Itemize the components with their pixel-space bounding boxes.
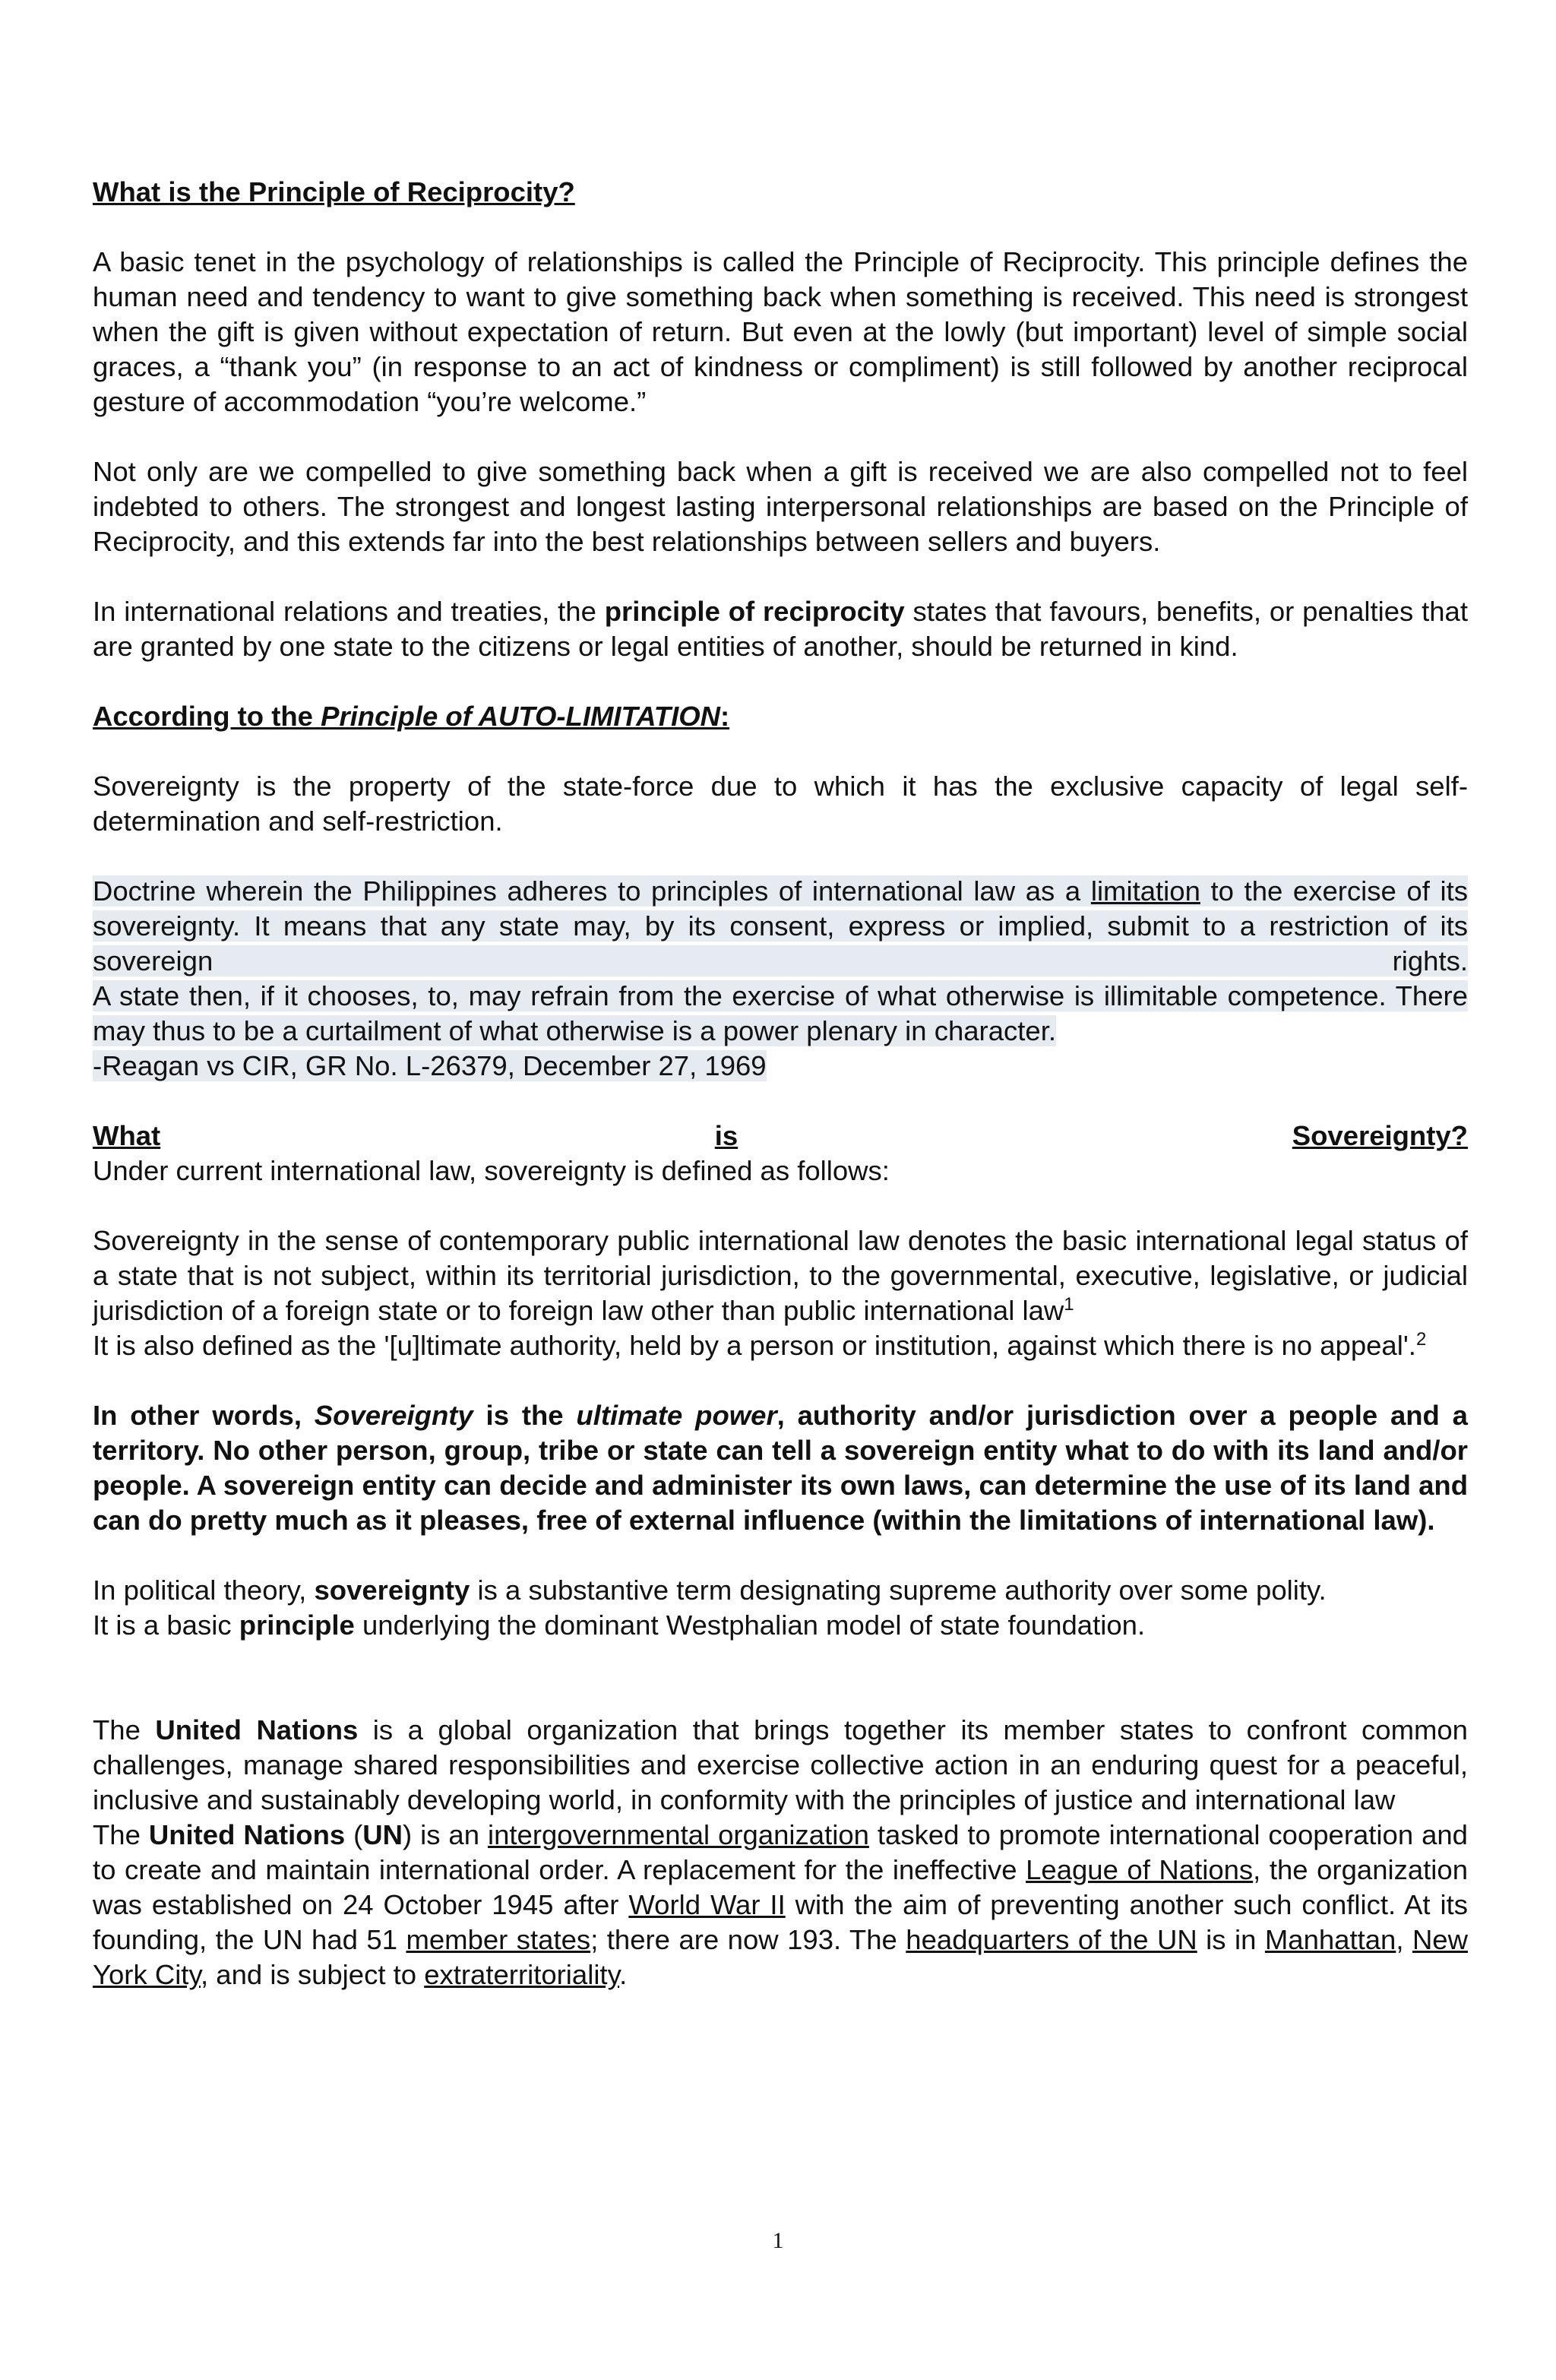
link-league-of-nations[interactable]: League of Nations: [1026, 1854, 1254, 1885]
paragraph-sovereignty-definition: Sovereignty in the sense of contemporary public international law denotes the basic international legal status of a state that is not subject, within its territorial jurisdiction, to the governmental, executive, legislative, or judicial jurisdiction of a foreign state or to foreign law other than public international law$^1$: [93, 1225, 1468, 1326]
link-member-states[interactable]: member states: [406, 1924, 591, 1955]
heading-what-is-sovereignty: What is Sovereignty?: [93, 1120, 1468, 1151]
quote-citation: -Reagan vs CIR, GR No. L-26379, December 27, 1969: [93, 1050, 767, 1081]
footnote-ref-1: 1: [1064, 1293, 1074, 1315]
footnote-ref-2: 2: [1415, 1328, 1427, 1350]
highlighted-quote: [93, 874, 1468, 1084]
paragraph-westphalian: It is a basic principle underlying the dominant Westphalian model of state foundation.: [93, 1609, 1146, 1641]
link-intergovernmental-organization[interactable]: intergovernmental organization: [487, 1819, 869, 1850]
paragraph-political-theory: In political theory, sovereignty is a substantive term designating supreme authority over some polity.: [93, 1575, 1327, 1606]
paragraph-reciprocity-indebted: Not only are we compelled to give something back when a gift is received we are also compelled not to feel indebted to others. The strongest and longest lasting interpersonal relationships are based on the Principle of Reciprocity, and this extends far into the best relationships between sellers and buyers.: [93, 456, 1468, 557]
heading-reciprocity: What is the Principle of Reciprocity?: [93, 176, 575, 207]
paragraph-in-other-words: In other words, Sovereignty is the ultimate power, authority and/or jurisdiction over a people and a territory. No other person, group, tribe or state can tell a sovereign entity what to do with its land and/or people. A sovereign entity can decide and administer its own laws, can determine the use of its land and can do pretty much as it pleases, free of external influence (within the limitations of international law).: [93, 1400, 1468, 1536]
paragraph-ultimate-authority: It is also defined as the '[u]ltimate authority, held by a person or institution, against which there is no appeal'.$^2$: [93, 1328, 1427, 1361]
paragraph-sovereignty-property: Sovereignty is the property of the state-force due to which it has the exclusive capacity of legal self-determination and self-restriction.: [93, 771, 1468, 837]
heading-auto-limitation: According to the Principle of AUTO-LIMITATION:: [93, 701, 730, 732]
page-number: 1: [772, 2228, 784, 2253]
paragraph-current-law: Under current international law, sovereignty is defined as follows:: [93, 1155, 890, 1186]
link-new-york-city[interactable]: New York City: [93, 1924, 1468, 1990]
paragraph-united-nations-history: The United Nations (UN) is an intergovernmental organization tasked to promote international cooperation and to create and maintain international order. A replacement for the ineffective League of Nations, the organization was established on 24 October 1945 after World War II with the aim of preventing another such conflict. At its founding, the UN had 51 member states; there are now 193. The headquarters of the UN is in Manhattan, New York City, and is subject to extraterritoriality.: [93, 1819, 1468, 1990]
paragraph-international-reciprocity: In international relations and treaties, the principle of reciprocity states that favours, benefits, or penalties that are granted by one state to the citizens or legal entities of another, should be returned in kind.: [93, 596, 1468, 662]
term-principle-of-reciprocity: principle of reciprocity: [604, 596, 905, 627]
paragraph-reciprocity-intro: A basic tenet in the psychology of relationships is called the Principle of Reciprocity. This principle defines the human need and tendency to want to give something back when something is received. This need is strongest when the gift is given without expectation of return. But even at the lowly (but important) level of simple social graces, a “thank you” (in response to an act of kindness or compliment) is still followed by another reciprocal gesture of accommodation “you’re welcome.”: [93, 246, 1468, 417]
document-page: [93, 175, 1468, 1992]
link-headquarters-of-the-un[interactable]: headquarters of the UN: [906, 1924, 1197, 1955]
link-world-war-ii[interactable]: World War II: [628, 1889, 786, 1920]
link-extraterritoriality[interactable]: extraterritoriality: [424, 1959, 620, 1990]
quote-doctrine: Doctrine wherein the Philippines adheres to principles of international law as a limitation to the exercise of its sovereignty. It means that any state may, by its consent, express or implied, submit to a restriction of its sovereign rights.: [93, 875, 1468, 976]
link-manhattan[interactable]: Manhattan: [1264, 1924, 1396, 1955]
paragraph-united-nations-global: The United Nations is a global organization that brings together its member states to confront common challenges, manage shared responsibilities and exercise collective action in an enduring quest for a peaceful, inclusive and sustainably developing world, in conformity with the principles of justice and international law: [93, 1714, 1468, 1815]
link-limitation[interactable]: limitation: [1090, 875, 1200, 907]
quote-state-chooses: A state then, if it chooses, to, may refrain from the exercise of what otherwise is illimitable competence. There may thus to be a curtailment of what otherwise is a power plenary in character.: [93, 980, 1468, 1046]
